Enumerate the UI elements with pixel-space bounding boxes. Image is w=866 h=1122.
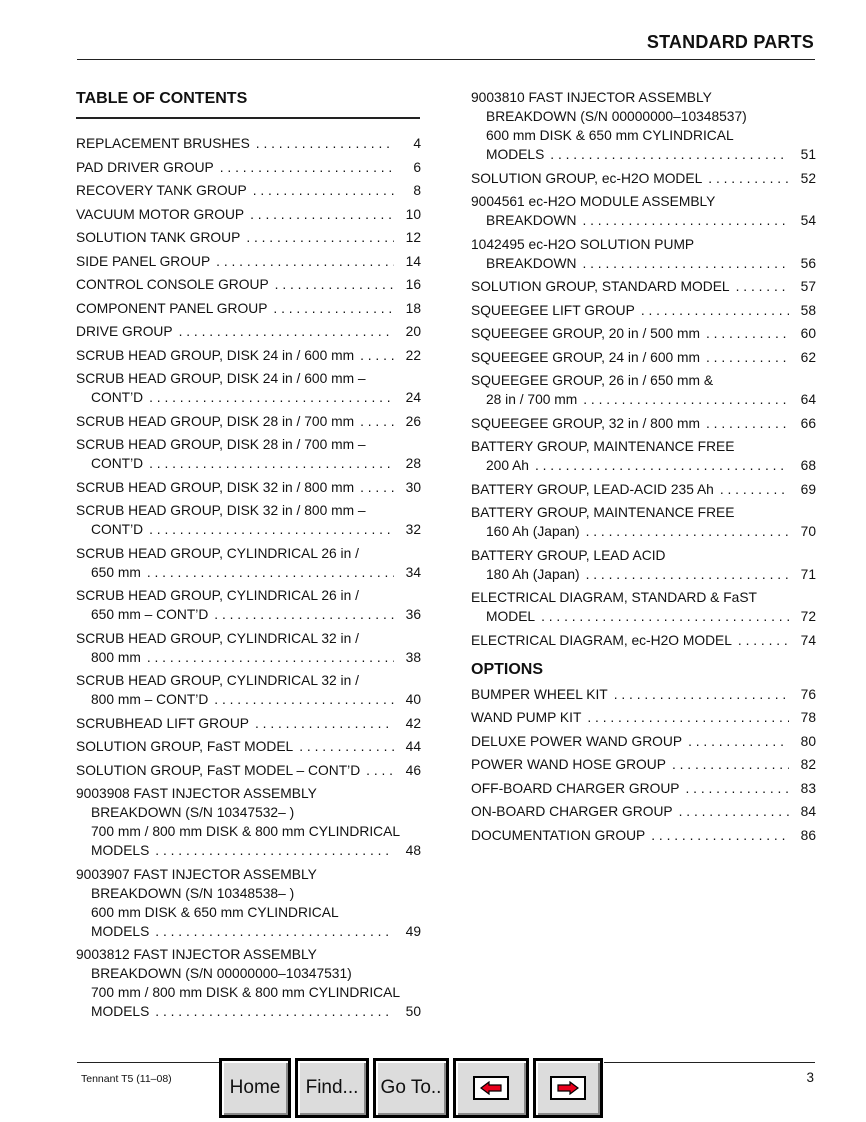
toc-entry-title-line: POWER WAND HOSE GROUP bbox=[471, 757, 666, 772]
toc-entry-page-number: 8 bbox=[413, 183, 421, 198]
toc-entry-title-line: CONT’D bbox=[91, 390, 144, 405]
toc-entry-title-line: BREAKDOWN (S/N 00000000–10348537) bbox=[486, 109, 747, 124]
toc-entry[interactable] bbox=[471, 480, 816, 499]
toc-entry[interactable] bbox=[76, 784, 421, 860]
toc-entry-row bbox=[471, 631, 816, 650]
toc-entry[interactable] bbox=[76, 478, 421, 497]
toc-entry[interactable] bbox=[76, 737, 421, 756]
toc-entry-title-line: SCRUB HEAD GROUP, DISK 32 in / 800 mm – bbox=[76, 503, 366, 518]
toc-entry[interactable] bbox=[76, 158, 421, 177]
toc-entry-page-number: 18 bbox=[405, 300, 421, 316]
toc-entry-page-number: 60 bbox=[800, 326, 816, 341]
dot-leader bbox=[736, 277, 789, 296]
toc-entry-title-line: BREAKDOWN (S/N 10348538– ) bbox=[91, 885, 295, 901]
dot-leader bbox=[256, 134, 394, 153]
toc-entry[interactable] bbox=[76, 501, 421, 539]
toc-entry[interactable] bbox=[76, 435, 421, 473]
toc-entry-row bbox=[471, 145, 816, 164]
toc-entry-row bbox=[76, 761, 421, 780]
toc-entry-page-number: 76 bbox=[800, 686, 816, 702]
footer-doc-id: Tennant T5 (11–08) bbox=[81, 1073, 172, 1085]
toc-entry-title-line: 700 mm / 800 mm DISK & 800 mm CYLINDRICAL bbox=[91, 985, 400, 1000]
toc-entry-title-line: CONT’D bbox=[91, 522, 144, 537]
toc-entry-title-line: MODELS bbox=[91, 923, 150, 939]
dot-leader bbox=[688, 732, 789, 751]
dot-leader bbox=[583, 390, 789, 409]
toc-entry-title-line: 9004561 ec-H2O MODULE ASSEMBLY bbox=[471, 194, 716, 209]
toc-entry-row bbox=[76, 841, 421, 860]
toc-entry[interactable] bbox=[471, 192, 816, 230]
toc-entry-page-number: 24 bbox=[405, 390, 421, 405]
dot-leader bbox=[250, 205, 394, 224]
dot-leader bbox=[614, 685, 789, 704]
dot-leader bbox=[155, 1002, 394, 1021]
dot-leader bbox=[275, 275, 394, 294]
footer-page-number: 3 bbox=[806, 1070, 814, 1085]
header-divider bbox=[77, 59, 815, 60]
toc-entry-row bbox=[76, 648, 421, 667]
toc-entry-page-number: 80 bbox=[800, 733, 816, 749]
toc-entry-page-number: 4 bbox=[413, 136, 421, 151]
toc-entry-title-line: MODEL bbox=[486, 609, 536, 624]
toc-entry[interactable] bbox=[76, 205, 421, 224]
toc-entry-title-line: SOLUTION GROUP, STANDARD MODEL bbox=[471, 279, 730, 294]
toc-entry-row bbox=[471, 301, 816, 320]
toc-entry-row bbox=[471, 324, 816, 343]
toc-entry-title-line: OFF-BOARD CHARGER GROUP bbox=[471, 780, 680, 796]
toc-entry-title-line: DOCUMENTATION GROUP bbox=[471, 827, 646, 843]
toc-standard-list bbox=[471, 88, 816, 650]
dot-leader bbox=[246, 228, 394, 247]
toc-entry-title-line: SCRUB HEAD GROUP, DISK 24 in / 600 mm – bbox=[76, 371, 366, 386]
toc-entry-title-line: BUMPER WHEEL KIT bbox=[471, 686, 608, 702]
toc-entry-title-line: BATTERY GROUP, MAINTENANCE FREE bbox=[471, 439, 735, 454]
toc-entry-row bbox=[471, 732, 816, 751]
toc-entry-row bbox=[76, 346, 421, 365]
dot-leader bbox=[651, 826, 789, 845]
toc-entry-title-line: MODELS bbox=[91, 1004, 150, 1019]
dot-leader bbox=[582, 254, 789, 273]
toc-entry[interactable] bbox=[471, 503, 816, 541]
toc-entry-row bbox=[76, 228, 421, 247]
toc-entry-page-number: 44 bbox=[405, 739, 421, 754]
dot-leader bbox=[299, 737, 394, 756]
toc-entry-title-line: SCRUBHEAD LIFT GROUP bbox=[76, 715, 249, 731]
toc-entry-title-line: CONT’D bbox=[91, 456, 144, 471]
dot-leader bbox=[360, 478, 394, 497]
toc-entry-row bbox=[471, 480, 816, 499]
home-button[interactable]: Home bbox=[219, 1058, 291, 1118]
toc-entry[interactable] bbox=[471, 169, 816, 188]
toc-entry[interactable] bbox=[471, 324, 816, 343]
toc-entry-title-line: SQUEEGEE GROUP, 24 in / 600 mm bbox=[471, 349, 701, 365]
toc-entry-row bbox=[471, 211, 816, 230]
toc-entry-title-line: SCRUB HEAD GROUP, DISK 32 in / 800 mm bbox=[76, 479, 355, 495]
dot-leader bbox=[706, 348, 789, 367]
toc-entry-page-number: 12 bbox=[405, 230, 421, 245]
toc-entry[interactable] bbox=[471, 277, 816, 296]
dot-leader bbox=[582, 211, 789, 230]
toc-entry[interactable] bbox=[76, 369, 421, 407]
toc-entry-title-line: SCRUB HEAD GROUP, DISK 28 in / 700 mm bbox=[76, 413, 355, 429]
toc-entry-page-number: 72 bbox=[800, 609, 816, 624]
toc-entry[interactable] bbox=[76, 671, 421, 709]
toc-entry[interactable] bbox=[76, 322, 421, 341]
toc-entry-page-number: 46 bbox=[405, 762, 421, 778]
dot-leader bbox=[273, 299, 394, 318]
toc-entry-row bbox=[76, 520, 421, 539]
toc-entry-page-number: 48 bbox=[405, 843, 421, 858]
toc-entry-row bbox=[76, 478, 421, 497]
toc-entry-title-line: 600 mm DISK & 650 mm CYLINDRICAL bbox=[486, 128, 734, 143]
toc-left-column bbox=[76, 134, 421, 1026]
toc-entry[interactable] bbox=[76, 134, 421, 153]
find-button[interactable]: Find... bbox=[295, 1058, 369, 1118]
toc-entry-title-line: ELECTRICAL DIAGRAM, ec-H2O MODEL bbox=[471, 632, 732, 648]
toc-entry[interactable] bbox=[471, 708, 816, 727]
toc-entry[interactable] bbox=[471, 437, 816, 475]
toc-entry-title-line: MODELS bbox=[486, 147, 545, 162]
toc-entry-page-number: 49 bbox=[405, 923, 421, 939]
toc-entry-page-number: 70 bbox=[800, 524, 816, 539]
toc-entry-page-number: 28 bbox=[405, 456, 421, 471]
toc-entry[interactable] bbox=[471, 235, 816, 273]
dot-leader bbox=[155, 841, 394, 860]
toc-entry-page-number: 26 bbox=[405, 413, 421, 429]
toc-entry-page-number: 50 bbox=[405, 1004, 421, 1019]
toc-entry-title-line: 700 mm / 800 mm DISK & 800 mm CYLINDRICAL bbox=[91, 824, 400, 839]
toc-entry-row bbox=[76, 737, 421, 756]
toc-entry-page-number: 69 bbox=[800, 481, 816, 497]
toc-entry-page-number: 34 bbox=[405, 564, 421, 580]
toc-entry[interactable] bbox=[471, 802, 816, 821]
toc-entry-page-number: 30 bbox=[405, 479, 421, 495]
toc-entry-title-line: 9003907 FAST INJECTOR ASSEMBLY bbox=[76, 866, 317, 882]
dot-leader bbox=[541, 607, 789, 626]
toc-entry[interactable] bbox=[471, 779, 816, 798]
toc-entry-row bbox=[76, 412, 421, 431]
toc-entry[interactable] bbox=[76, 544, 421, 582]
toc-entry-title-line: 200 Ah bbox=[486, 458, 529, 473]
toc-entry-page-number: 74 bbox=[800, 632, 816, 648]
dot-leader bbox=[147, 563, 394, 582]
toc-entry-row bbox=[76, 275, 421, 294]
toc-entry[interactable] bbox=[76, 945, 421, 1021]
toc-entry[interactable] bbox=[471, 732, 816, 751]
toc-entry-title-line: WAND PUMP KIT bbox=[471, 710, 582, 725]
toc-entry-title-line: BATTERY GROUP, LEAD-ACID 235 Ah bbox=[471, 481, 714, 497]
toc-entry-title-line: SQUEEGEE GROUP, 26 in / 650 mm & bbox=[471, 373, 714, 388]
toc-entry-page-number: 82 bbox=[800, 757, 816, 772]
toc-entry-page-number: 86 bbox=[800, 827, 816, 843]
toc-entry-row bbox=[471, 169, 816, 188]
toc-entry-row bbox=[471, 779, 816, 798]
toc-entry-title-line: SOLUTION GROUP, FaST MODEL bbox=[76, 739, 294, 754]
dot-leader bbox=[255, 714, 394, 733]
toc-entry[interactable] bbox=[76, 714, 421, 733]
toc-entry-row bbox=[471, 456, 816, 475]
toc-entry-page-number: 64 bbox=[800, 392, 816, 407]
toc-entry-title-line: RECOVERY TANK GROUP bbox=[76, 183, 247, 198]
toc-entry-title-line: BATTERY GROUP, LEAD ACID bbox=[471, 547, 666, 563]
toc-entry-page-number: 66 bbox=[800, 415, 816, 431]
toc-entry-page-number: 83 bbox=[800, 780, 816, 796]
toc-entry-title-line: 650 mm – CONT’D bbox=[91, 607, 209, 622]
toc-entry-page-number: 16 bbox=[405, 277, 421, 292]
toc-entry-title-line: SOLUTION GROUP, ec-H2O MODEL bbox=[471, 170, 703, 186]
toc-entry-page-number: 22 bbox=[405, 347, 421, 363]
toc-entry-row bbox=[76, 388, 421, 407]
toc-entry-row bbox=[471, 708, 816, 727]
toc-entry-title-line: SCRUB HEAD GROUP, CYLINDRICAL 32 in / bbox=[76, 630, 359, 646]
toc-entry[interactable] bbox=[76, 299, 421, 318]
dot-leader bbox=[720, 480, 789, 499]
toc-entry-row bbox=[471, 348, 816, 367]
toc-entry-row bbox=[76, 1002, 421, 1021]
toc-entry-page-number: 14 bbox=[405, 253, 421, 269]
dot-leader bbox=[672, 755, 789, 774]
dot-leader bbox=[360, 346, 394, 365]
toc-entry-title-line: PAD DRIVER GROUP bbox=[76, 159, 214, 175]
toc-entry-page-number: 56 bbox=[800, 255, 816, 271]
toc-entry-title-line: DELUXE POWER WAND GROUP bbox=[471, 733, 683, 749]
toc-entry-page-number: 58 bbox=[800, 302, 816, 318]
toc-entry-title-line: ON-BOARD CHARGER GROUP bbox=[471, 804, 673, 819]
toc-entry-title-line: BATTERY GROUP, MAINTENANCE FREE bbox=[471, 505, 735, 520]
toc-entry-row bbox=[76, 922, 421, 941]
toc-entry-page-number: 32 bbox=[405, 522, 421, 537]
toc-entry-row bbox=[471, 802, 816, 821]
footer-divider-right bbox=[604, 1062, 815, 1063]
page-header-title: STANDARD PARTS bbox=[646, 32, 814, 52]
dot-leader bbox=[149, 520, 394, 539]
dot-leader bbox=[155, 922, 394, 941]
toc-entry-row bbox=[471, 414, 816, 433]
toc-entry-row bbox=[76, 714, 421, 733]
dot-leader bbox=[550, 145, 789, 164]
toc-entry-row bbox=[76, 322, 421, 341]
dot-leader bbox=[708, 169, 789, 188]
toc-entry-row bbox=[76, 134, 421, 153]
toc-heading-divider bbox=[76, 117, 420, 119]
toc-entry-title-line: DRIVE GROUP bbox=[76, 324, 173, 339]
previous-page-button[interactable] bbox=[453, 1058, 529, 1118]
toc-entry-title-line: SOLUTION GROUP, FaST MODEL – CONT’D bbox=[76, 762, 361, 778]
toc-entry-title-line: 180 Ah (Japan) bbox=[486, 566, 580, 582]
toc-entry[interactable] bbox=[76, 228, 421, 247]
toc-entry-row bbox=[76, 563, 421, 582]
toc-entry[interactable] bbox=[471, 348, 816, 367]
toc-entry-page-number: 78 bbox=[800, 710, 816, 725]
toc-entry-title-line: MODELS bbox=[91, 843, 150, 858]
dot-leader bbox=[679, 802, 789, 821]
toc-entry-title-line: 9003908 FAST INJECTOR ASSEMBLY bbox=[76, 786, 317, 801]
toc-entry-title-line: 650 mm bbox=[91, 564, 141, 580]
toc-entry-page-number: 54 bbox=[800, 213, 816, 228]
toc-entry-row bbox=[471, 565, 816, 584]
dot-leader bbox=[587, 708, 789, 727]
toc-entry-row bbox=[471, 755, 816, 774]
toc-entry-row bbox=[76, 605, 421, 624]
toc-entry-title-line: SIDE PANEL GROUP bbox=[76, 253, 211, 269]
toc-entry-page-number: 52 bbox=[800, 170, 816, 186]
toc-entry-title-line: 9003812 FAST INJECTOR ASSEMBLY bbox=[76, 947, 317, 962]
goto-button[interactable]: Go To.. bbox=[373, 1058, 449, 1118]
toc-entry[interactable] bbox=[76, 252, 421, 271]
toc-entry-row bbox=[76, 158, 421, 177]
right-arrow-icon bbox=[550, 1076, 586, 1100]
dot-leader bbox=[586, 565, 789, 584]
toc-entry-page-number: 40 bbox=[405, 692, 421, 707]
toc-entry-page-number: 71 bbox=[800, 566, 816, 582]
toc-entry[interactable] bbox=[76, 346, 421, 365]
toc-entry-row bbox=[76, 181, 421, 200]
toc-entry-row bbox=[471, 277, 816, 296]
toc-entry-title-line: SOLUTION TANK GROUP bbox=[76, 230, 241, 245]
toc-entry[interactable] bbox=[76, 629, 421, 667]
dot-leader bbox=[706, 414, 789, 433]
toc-entry[interactable] bbox=[471, 546, 816, 584]
toc-entry-row bbox=[471, 390, 816, 409]
toc-entry[interactable] bbox=[471, 631, 816, 650]
toc-entry-page-number: 36 bbox=[405, 607, 421, 622]
toc-entry-title-line: SQUEEGEE GROUP, 20 in / 500 mm bbox=[471, 326, 701, 341]
dot-leader bbox=[216, 252, 394, 271]
dot-leader bbox=[149, 388, 394, 407]
toc-entry-row bbox=[76, 299, 421, 318]
toc-entry-row bbox=[76, 690, 421, 709]
dot-leader bbox=[214, 605, 394, 624]
toc-entry[interactable] bbox=[76, 586, 421, 624]
toc-entry-title-line: REPLACEMENT BRUSHES bbox=[76, 136, 250, 151]
dot-leader bbox=[706, 324, 789, 343]
toc-heading: TABLE OF CONTENTS bbox=[76, 90, 248, 107]
toc-entry-title-line: SCRUB HEAD GROUP, CYLINDRICAL 32 in / bbox=[76, 673, 359, 688]
toc-entry-title-line: CONTROL CONSOLE GROUP bbox=[76, 277, 269, 292]
toc-entry-row bbox=[471, 826, 816, 845]
toc-options-list bbox=[471, 685, 816, 845]
toc-entry[interactable] bbox=[471, 88, 816, 164]
toc-entry-page-number: 20 bbox=[405, 324, 421, 339]
dot-leader bbox=[179, 322, 394, 341]
dot-leader bbox=[586, 522, 789, 541]
dot-leader bbox=[686, 779, 790, 798]
toc-entry[interactable] bbox=[76, 865, 421, 941]
toc-entry-row bbox=[76, 454, 421, 473]
toc-entry-title-line: SCRUB HEAD GROUP, DISK 24 in / 600 mm bbox=[76, 347, 355, 363]
toc-entry-title-line: 28 in / 700 mm bbox=[486, 392, 578, 407]
toc-entry-row bbox=[471, 522, 816, 541]
options-heading: OPTIONS bbox=[471, 660, 544, 678]
toc-right-column bbox=[471, 88, 816, 849]
toc-entry-title-line: 600 mm DISK & 650 mm CYLINDRICAL bbox=[91, 904, 339, 920]
toc-entry[interactable] bbox=[471, 685, 816, 704]
dot-leader bbox=[738, 631, 789, 650]
toc-entry-page-number: 57 bbox=[800, 279, 816, 294]
navigation-bar bbox=[219, 1058, 607, 1118]
dot-leader bbox=[535, 456, 789, 475]
toc-entry-row bbox=[76, 252, 421, 271]
toc-entry-title-line: 1042495 ec-H2O SOLUTION PUMP bbox=[471, 236, 695, 252]
toc-entry-title-line: SCRUB HEAD GROUP, CYLINDRICAL 26 in / bbox=[76, 588, 359, 603]
dot-leader bbox=[641, 301, 789, 320]
toc-entry[interactable] bbox=[471, 301, 816, 320]
toc-entry-title-line: BREAKDOWN (S/N 10347532– ) bbox=[91, 805, 295, 820]
toc-entry-title-line: 800 mm bbox=[91, 649, 141, 665]
toc-entry-title-line: BREAKDOWN bbox=[486, 213, 577, 228]
toc-entry-title-line: 800 mm – CONT’D bbox=[91, 692, 209, 707]
toc-entry-title-line: SCRUB HEAD GROUP, DISK 28 in / 700 mm – bbox=[76, 437, 366, 452]
toc-entry-row bbox=[471, 607, 816, 626]
toc-entry-title-line: SCRUB HEAD GROUP, CYLINDRICAL 26 in / bbox=[76, 545, 359, 561]
toc-entry[interactable] bbox=[471, 755, 816, 774]
toc-entry[interactable] bbox=[471, 371, 816, 409]
toc-entry-page-number: 6 bbox=[413, 159, 421, 175]
toc-entry-title-line: ELECTRICAL DIAGRAM, STANDARD & FaST bbox=[471, 590, 757, 605]
toc-entry-page-number: 68 bbox=[800, 458, 816, 473]
toc-entry-page-number: 38 bbox=[405, 649, 421, 665]
toc-entry[interactable] bbox=[76, 412, 421, 431]
toc-entry-row bbox=[471, 254, 816, 273]
toc-entry-title-line: COMPONENT PANEL GROUP bbox=[76, 300, 268, 316]
toc-entry-page-number: 62 bbox=[800, 349, 816, 365]
toc-entry[interactable] bbox=[471, 826, 816, 845]
toc-entry[interactable] bbox=[471, 588, 816, 626]
footer-divider-left bbox=[77, 1062, 220, 1063]
toc-entry[interactable] bbox=[471, 414, 816, 433]
toc-entry-title-line: BREAKDOWN (S/N 00000000–10347531) bbox=[91, 966, 352, 981]
toc-entry-page-number: 84 bbox=[800, 804, 816, 819]
toc-entry-title-line: VACUUM MOTOR GROUP bbox=[76, 206, 245, 222]
toc-entry-title-line: 160 Ah (Japan) bbox=[486, 524, 580, 539]
toc-entry-page-number: 42 bbox=[405, 715, 421, 731]
toc-entry-title-line: SQUEEGEE GROUP, 32 in / 800 mm bbox=[471, 415, 701, 431]
dot-leader bbox=[366, 761, 394, 780]
left-arrow-icon bbox=[473, 1076, 509, 1100]
toc-entry-title-line: SQUEEGEE LIFT GROUP bbox=[471, 302, 635, 318]
toc-entry[interactable] bbox=[76, 181, 421, 200]
next-page-button[interactable] bbox=[533, 1058, 603, 1118]
toc-entry-page-number: 10 bbox=[405, 206, 421, 222]
toc-entry-title-line: 9003810 FAST INJECTOR ASSEMBLY bbox=[471, 90, 712, 105]
toc-entry-title-line: BREAKDOWN bbox=[486, 255, 577, 271]
dot-leader bbox=[147, 648, 394, 667]
dot-leader bbox=[214, 690, 394, 709]
toc-entry[interactable] bbox=[76, 761, 421, 780]
dot-leader bbox=[360, 412, 394, 431]
toc-entry-row bbox=[471, 685, 816, 704]
dot-leader bbox=[220, 158, 394, 177]
toc-entry-page-number: 51 bbox=[800, 147, 816, 162]
dot-leader bbox=[149, 454, 394, 473]
dot-leader bbox=[253, 181, 394, 200]
toc-entry-row bbox=[76, 205, 421, 224]
toc-entry[interactable] bbox=[76, 275, 421, 294]
